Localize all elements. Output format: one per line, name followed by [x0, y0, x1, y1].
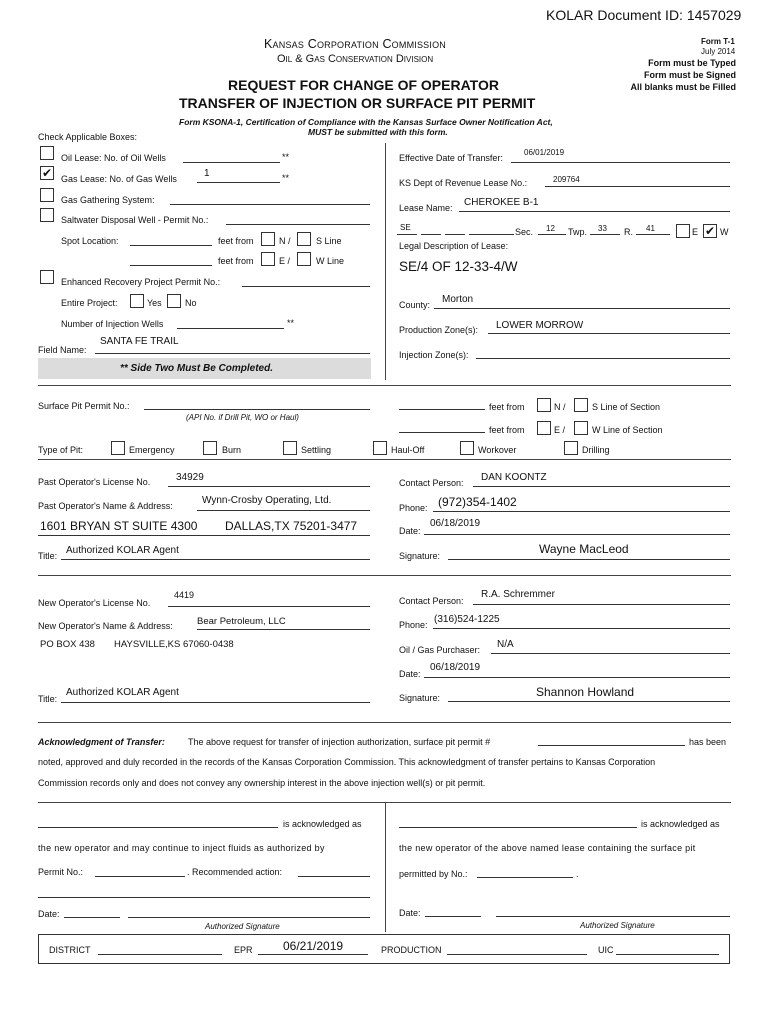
entire-project-yes: Yes	[147, 298, 162, 308]
left-ack-name-field[interactable]	[38, 827, 278, 828]
new-signature-field[interactable]	[448, 701, 730, 702]
pit-w-checkbox[interactable]	[574, 421, 588, 435]
right-date-label: Date:	[399, 908, 421, 918]
new-title-field[interactable]	[61, 702, 370, 703]
spot-ns-feet-field[interactable]	[130, 245, 212, 246]
ack-text-line3: Commission records only and does not convey any ownership interest in the above injection well(s) or pit permit.	[38, 778, 486, 788]
injection-zone-label: Injection Zone(s):	[399, 350, 469, 360]
ksdr-label: KS Dept of Revenue Lease No.:	[399, 178, 528, 188]
new-name-value: Bear Petroleum, LLC	[197, 616, 286, 627]
spot-n-checkbox[interactable]	[261, 232, 275, 246]
pit-permit-field[interactable]	[144, 409, 370, 410]
spot-w-label: W Line	[316, 256, 345, 266]
swd-permit-field[interactable]	[226, 224, 370, 225]
pit-n-label: N /	[554, 402, 566, 412]
past-title-field[interactable]	[61, 559, 370, 560]
division-name: Oil & Gas Conservation Division	[277, 53, 434, 65]
gathering-label: Gas Gathering System:	[61, 195, 155, 205]
left-recommended-label: . Recommended action:	[187, 867, 283, 877]
blanks-filled: All blanks must be Filled	[630, 82, 736, 92]
subtitle-line1: Form KSONA-1, Certification of Compliance with the Kansas Surface Owner Notification Act,	[179, 117, 553, 127]
epr-value: 06/21/2019	[283, 939, 344, 953]
past-phone-label: Phone:	[399, 503, 428, 513]
left-auth-signature: Authorized Signature	[205, 922, 280, 931]
purchaser-field[interactable]	[491, 653, 730, 654]
swd-label: Saltwater Disposal Well - Permit No.:	[61, 215, 209, 225]
new-name-label: New Operator's Name & Address:	[38, 621, 173, 631]
r-label: R.	[624, 227, 633, 237]
section-divider-2	[38, 459, 731, 460]
past-date-label: Date:	[399, 526, 421, 536]
ack-text-line2: noted, approved and duly recorded in the records of the Kansas Corporation Commission. This acknowledgment of transfer pertains to Kansas Corporation	[38, 757, 656, 767]
pit-hauloff-checkbox[interactable]	[373, 441, 387, 455]
new-date-label: Date:	[399, 669, 421, 679]
right-ack-name-field[interactable]	[399, 827, 637, 828]
pit-settling-checkbox[interactable]	[283, 441, 297, 455]
quarter-field-2[interactable]	[421, 234, 441, 235]
past-contact-field[interactable]	[473, 486, 730, 487]
oil-lease-checkbox[interactable]	[40, 146, 54, 160]
spot-s-label: S Line	[316, 236, 342, 246]
pit-emergency-checkbox[interactable]	[111, 441, 125, 455]
uic-field[interactable]	[616, 954, 719, 955]
pit-ns-feet-field[interactable]	[399, 409, 485, 410]
pit-type-hauloff: Haul-Off	[391, 445, 425, 455]
right-permitted-by-label: permitted by No.:	[399, 869, 468, 879]
new-address-street: PO BOX 438	[40, 639, 95, 650]
form-date: July 2014	[701, 47, 736, 56]
new-license-field[interactable]	[168, 606, 370, 607]
past-license-value: 34929	[176, 472, 204, 483]
oil-lease-label: Oil Lease: No. of Oil Wells	[61, 153, 166, 163]
pit-e-checkbox[interactable]	[537, 421, 551, 435]
subtitle-line2: MUST be submitted with this form.	[308, 127, 448, 137]
ack-label: Acknowledgment of Transfer:	[38, 737, 165, 747]
ksdr-field[interactable]	[545, 186, 730, 187]
gathering-checkbox[interactable]	[40, 188, 54, 202]
ack-pit-permit-field[interactable]	[538, 745, 685, 746]
sec-label: Sec.	[515, 227, 534, 237]
enhanced-checkbox[interactable]	[40, 270, 54, 284]
new-phone-label: Phone:	[399, 620, 428, 630]
pit-w-label: W Line of Section	[592, 425, 663, 435]
sec-value: 12	[546, 224, 555, 233]
pit-type-drilling: Drilling	[582, 445, 610, 455]
document-id: KOLAR Document ID: 1457029	[546, 7, 742, 23]
new-title-label: Title:	[38, 694, 58, 704]
enhanced-label: Enhanced Recovery Project Permit No.:	[61, 277, 221, 287]
spot-feet-from-ns: feet from	[218, 236, 254, 246]
section-divider-1	[38, 385, 731, 386]
left-permit-no-field[interactable]	[95, 876, 185, 877]
section-divider-4	[38, 722, 731, 723]
pit-type-emergency: Emergency	[129, 445, 175, 455]
injection-wells-stars: **	[287, 318, 295, 328]
new-phone-field[interactable]	[433, 628, 730, 629]
right-auth-signature: Authorized Signature	[580, 921, 655, 930]
pit-feet-from-ns: feet from	[489, 402, 525, 412]
gas-lease-stars: **	[282, 173, 290, 183]
past-name-value: Wynn-Crosby Operating, Ltd.	[202, 495, 332, 506]
twp-value: 33	[598, 224, 607, 233]
r-field[interactable]	[636, 234, 670, 235]
legal-desc-label: Legal Description of Lease:	[399, 241, 509, 251]
pit-api-note: (API No. if Drill Pit, WO or Haul)	[186, 413, 299, 422]
pit-type-label: Type of Pit:	[38, 445, 84, 455]
pit-drilling-checkbox[interactable]	[564, 441, 578, 455]
gathering-field[interactable]	[170, 204, 370, 205]
county-value: Morton	[442, 294, 474, 305]
pit-type-burn: Burn	[222, 445, 242, 455]
ack-column-divider	[385, 802, 386, 932]
effective-date-field[interactable]	[511, 162, 730, 163]
field-name-field[interactable]	[95, 353, 370, 354]
form-title-line2: TRANSFER OF INJECTION OR SURFACE PIT PERMIT	[179, 95, 536, 111]
production-zone-field[interactable]	[488, 333, 730, 334]
column-divider	[385, 143, 386, 380]
r-value: 41	[646, 224, 655, 233]
field-name-label: Field Name:	[38, 345, 87, 355]
legal-desc-value: SE/4 OF 12-33-4/W	[399, 259, 518, 274]
past-date-value: 06/18/2019	[430, 518, 481, 529]
pit-burn-checkbox[interactable]	[203, 441, 217, 455]
past-address-street: 1601 BRYAN ST SUITE 4300	[40, 519, 198, 533]
entire-project-label: Entire Project:	[61, 298, 118, 308]
epr-label: EPR	[234, 945, 253, 955]
left-new-operator-text: the new operator and may continue to inject fluids as authorized by	[38, 843, 325, 853]
spot-s-checkbox[interactable]	[297, 232, 311, 246]
range-e-checkbox[interactable]	[676, 224, 690, 238]
range-e-label: E	[692, 227, 699, 237]
past-contact-label: Contact Person:	[399, 478, 464, 488]
pit-type-workover: Workover	[478, 445, 517, 455]
lease-name-value: CHEROKEE B-1	[464, 197, 539, 208]
lease-name-field[interactable]	[459, 211, 730, 212]
enhanced-permit-field[interactable]	[242, 286, 370, 287]
past-address-city: DALLAS,TX 75201-3477	[225, 519, 358, 533]
side-two-note: ** Side Two Must Be Completed.	[120, 363, 273, 374]
pit-e-label: E /	[554, 425, 566, 435]
district-field[interactable]	[98, 954, 222, 955]
past-title-value: Authorized KOLAR Agent	[66, 545, 179, 556]
past-contact-value: DAN KOONTZ	[481, 472, 547, 483]
right-signature-field[interactable]	[496, 916, 730, 917]
left-recommended-field-2[interactable]	[38, 897, 370, 898]
entire-project-no: No	[185, 298, 197, 308]
past-phone-field[interactable]	[433, 511, 730, 512]
new-date-field[interactable]	[424, 677, 730, 678]
epr-field[interactable]	[258, 954, 368, 955]
ack-text-line1-end: has been	[689, 737, 727, 747]
ksdr-value: 209764	[553, 175, 580, 184]
pit-workover-checkbox[interactable]	[460, 441, 474, 455]
left-is-acknowledged: is acknowledged as	[283, 819, 362, 829]
left-signature-field[interactable]	[128, 917, 370, 918]
section-divider-3	[38, 575, 731, 576]
production-zone-value: LOWER MORROW	[496, 320, 584, 331]
new-contact-field[interactable]	[473, 604, 730, 605]
pit-ew-feet-field[interactable]	[399, 432, 485, 433]
new-license-label: New Operator's License No.	[38, 598, 151, 608]
past-signature-field[interactable]	[448, 559, 730, 560]
ack-text-line1: The above request for transfer of injection authorization, surface pit permit #	[188, 737, 491, 747]
county-field[interactable]	[434, 308, 730, 309]
agency-name: Kansas Corporation Commission	[264, 37, 446, 51]
past-license-field[interactable]	[168, 486, 370, 487]
left-recommended-field[interactable]	[298, 876, 370, 877]
past-signature-value: Wayne MacLeod	[539, 542, 629, 556]
past-phone-value: (972)354-1402	[438, 495, 517, 509]
new-address-city: HAYSVILLE,KS 67060-0438	[114, 639, 234, 650]
range-w-label: W	[720, 227, 729, 237]
new-license-value: 4419	[174, 590, 195, 600]
oil-wells-field[interactable]	[183, 162, 280, 163]
past-signature-label: Signature:	[399, 551, 441, 561]
effective-date-value: 06/01/2019	[524, 148, 565, 157]
form-number: Form T-1	[701, 37, 735, 46]
gas-wells-value: 1	[204, 168, 210, 179]
range-w-checkbox[interactable]: ✔	[704, 224, 716, 238]
spot-n-label: N /	[279, 236, 291, 246]
entire-project-yes-checkbox[interactable]	[130, 294, 144, 308]
new-signature-label: Signature:	[399, 693, 441, 703]
twp-label: Twp.	[568, 227, 588, 237]
new-date-value: 06/18/2019	[430, 662, 481, 673]
form-title-line1: REQUEST FOR CHANGE OF OPERATOR	[228, 77, 499, 93]
new-phone-value: (316)524-1225	[434, 614, 500, 625]
right-date-field[interactable]	[425, 916, 481, 917]
must-be-signed: Form must be Signed	[643, 70, 736, 80]
right-new-operator-text: the new operator of the above named lease containing the surface pit	[399, 843, 696, 853]
past-name-label: Past Operator's Name & Address:	[38, 501, 173, 511]
must-be-typed: Form must be Typed	[648, 58, 736, 68]
left-date-label: Date:	[38, 909, 60, 919]
production-label: PRODUCTION	[381, 945, 442, 955]
past-address-field[interactable]	[38, 535, 370, 536]
spot-ew-feet-field[interactable]	[130, 265, 212, 266]
lease-name-label: Lease Name:	[399, 203, 453, 213]
twp-field[interactable]	[590, 234, 620, 235]
production-field[interactable]	[447, 954, 587, 955]
field-name-value: SANTA FE TRAIL	[100, 336, 179, 347]
left-permit-no-label: Permit No.:	[38, 867, 84, 877]
past-license-label: Past Operator's License No.	[38, 477, 151, 487]
oil-lease-stars: **	[282, 152, 290, 162]
gas-wells-field[interactable]	[197, 182, 280, 183]
pit-feet-from-ew: feet from	[489, 425, 525, 435]
spot-e-checkbox[interactable]	[261, 252, 275, 266]
pit-n-checkbox[interactable]	[537, 398, 551, 412]
purchaser-value: N/A	[497, 639, 514, 650]
entire-project-no-checkbox[interactable]	[167, 294, 181, 308]
new-contact-label: Contact Person:	[399, 596, 464, 606]
swd-checkbox[interactable]	[40, 208, 54, 222]
right-is-acknowledged: is acknowledged as	[641, 819, 720, 829]
county-label: County:	[399, 300, 431, 310]
new-title-value: Authorized KOLAR Agent	[66, 687, 179, 698]
check-boxes-label: Check Applicable Boxes:	[38, 132, 138, 142]
left-date-field[interactable]	[64, 917, 120, 918]
quarter-field-4[interactable]	[469, 234, 514, 235]
pit-permit-label: Surface Pit Permit No.:	[38, 401, 130, 411]
pit-type-settling: Settling	[301, 445, 332, 455]
quarter-field-3[interactable]	[445, 234, 465, 235]
uic-label: UIC	[598, 945, 614, 955]
spot-feet-from-ew: feet from	[218, 256, 254, 266]
injection-zone-field[interactable]	[476, 358, 730, 359]
gas-lease-checkbox[interactable]: ✔	[41, 166, 53, 180]
right-permitted-by-field[interactable]	[477, 877, 573, 878]
pit-s-checkbox[interactable]	[574, 398, 588, 412]
pit-s-label: S Line of Section	[592, 402, 661, 412]
effective-date-label: Effective Date of Transfer:	[399, 153, 503, 163]
new-signature-value: Shannon Howland	[536, 685, 635, 699]
new-name-field[interactable]	[197, 629, 370, 630]
quarter-value: SE	[400, 223, 411, 232]
quarter-field-1[interactable]	[397, 234, 417, 235]
production-zone-label: Production Zone(s):	[399, 325, 479, 335]
right-period: .	[576, 869, 579, 879]
injection-wells-label: Number of Injection Wells	[61, 319, 164, 329]
spot-e-label: E /	[279, 256, 291, 266]
purchaser-label: Oil / Gas Purchaser:	[399, 645, 481, 655]
injection-wells-field[interactable]	[177, 328, 284, 329]
district-label: DISTRICT	[49, 945, 91, 955]
past-date-field[interactable]	[424, 534, 730, 535]
past-name-field[interactable]	[197, 510, 370, 511]
sec-field[interactable]	[538, 234, 566, 235]
spot-location-label: Spot Location:	[61, 236, 119, 246]
spot-w-checkbox[interactable]	[297, 252, 311, 266]
new-contact-value: R.A. Schremmer	[481, 589, 555, 600]
past-title-label: Title:	[38, 551, 58, 561]
gas-lease-label: Gas Lease: No. of Gas Wells	[61, 174, 177, 184]
